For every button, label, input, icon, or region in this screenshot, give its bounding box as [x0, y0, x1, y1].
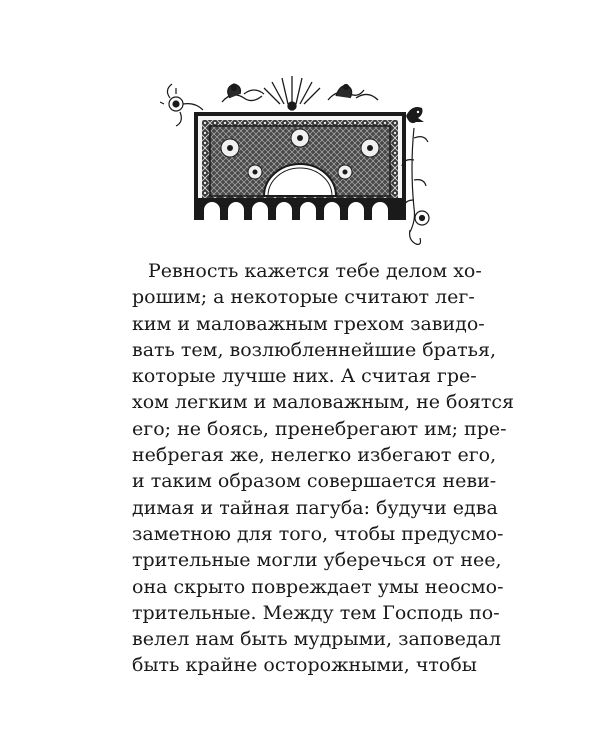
text-line: его; не боясь, пренебрегают им; пре- — [132, 417, 507, 440]
text-line: велел нам быть мудрыми, заповедал — [132, 628, 501, 651]
decorative-headpiece-icon — [160, 68, 440, 248]
text-line: ким и маловажным грехом завидо- — [132, 312, 485, 335]
text-line: трительные могли уберечься от нее, — [132, 549, 502, 572]
text-line: и таким образом совершается неви- — [132, 470, 497, 493]
text-line: вать тем, возлюбленнейшие братья, — [132, 338, 497, 361]
text-line: хом легким и маловажным, не боятся — [132, 391, 515, 414]
text-line: небрегая же, нелегко избегают его, — [132, 444, 497, 467]
text-line: трительные. Между тем Господь по- — [132, 601, 500, 624]
text-line: она скрыто повреждает умы неосмо- — [132, 575, 504, 598]
text-line: Ревность кажется тебе делом хо- — [148, 260, 482, 282]
text-line: димая и тайная пагуба: будучи едва — [132, 496, 498, 519]
text-line: которые лучше них. А считая гре- — [132, 365, 477, 388]
text-line: быть крайне осторожными, чтобы — [132, 654, 477, 677]
text-line: рошим; а некоторые считают лег- — [132, 286, 475, 309]
paragraph — [132, 258, 515, 679]
text-line: заметною для того, чтобы предусмо- — [132, 522, 504, 545]
